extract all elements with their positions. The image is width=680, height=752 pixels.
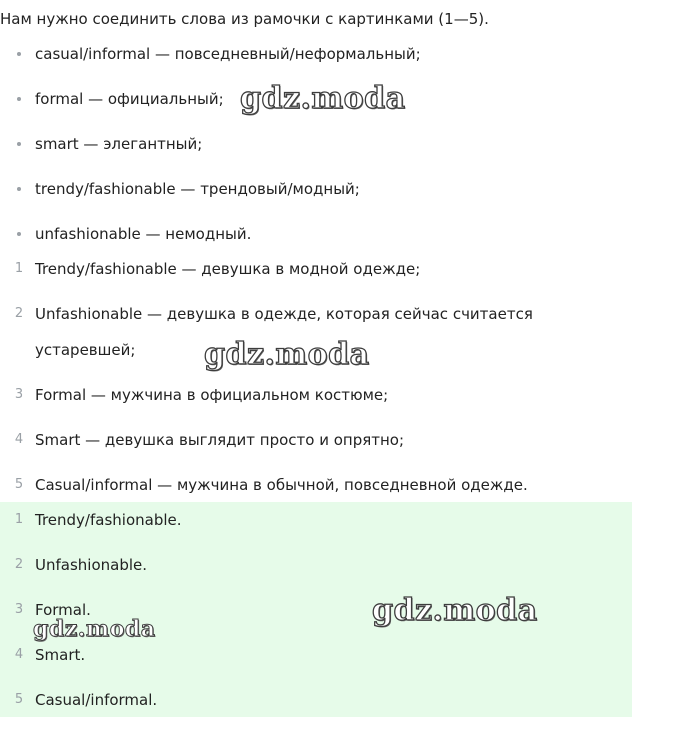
watermark-logo: gdz.moda [33, 616, 156, 642]
list-number: 4 [14, 432, 24, 447]
list-number: 5 [14, 477, 24, 492]
description-text: Casual/informal — мужчина в обычной, повседневной одежде. [35, 476, 528, 494]
answer-text: Casual/informal. [35, 691, 158, 709]
answer-text: Unfashionable. [35, 556, 148, 574]
answer-text: Formal. [35, 601, 91, 619]
bullet-dot-icon [17, 187, 21, 191]
list-number: 1 [14, 261, 24, 276]
vocabulary-text: casual/informal — повседневный/неформальный; [35, 45, 421, 63]
list-number: 2 [14, 557, 24, 572]
watermark-logo: gdz.moda [240, 81, 406, 116]
intro-text: Нам нужно соединить слова из рамочки с картинками (1—5). [0, 10, 489, 28]
description-text: Trendy/fashionable — девушка в модной одежде; [35, 260, 421, 278]
list-number: 5 [14, 692, 24, 707]
bullet-dot-icon [17, 52, 21, 56]
description-text: Unfashionable — девушка в одежде, которая сейчас считается устаревшей; [35, 305, 533, 359]
list-number: 1 [14, 512, 24, 527]
list-number: 3 [14, 387, 24, 402]
description-text: Smart — девушка выглядит просто и опрятно; [35, 431, 405, 449]
list-number: 4 [14, 647, 24, 662]
list-number: 3 [14, 602, 24, 617]
answer-text: Smart. [35, 646, 86, 664]
watermark-logo: gdz.moda [204, 337, 370, 372]
vocabulary-text: smart — элегантный; [35, 135, 203, 153]
watermark-logo: gdz.moda [372, 593, 538, 628]
vocabulary-text: trendy/fashionable — трендовый/модный; [35, 180, 360, 198]
bullet-dot-icon [17, 142, 21, 146]
description-text: Formal — мужчина в официальном костюме; [35, 386, 389, 404]
bullet-dot-icon [17, 232, 21, 236]
list-number: 2 [14, 306, 24, 321]
bullet-dot-icon [17, 97, 21, 101]
vocabulary-text: formal — официальный; [35, 90, 224, 108]
answer-text: Trendy/fashionable. [35, 511, 182, 529]
vocabulary-text: unfashionable — немодный. [35, 225, 252, 243]
